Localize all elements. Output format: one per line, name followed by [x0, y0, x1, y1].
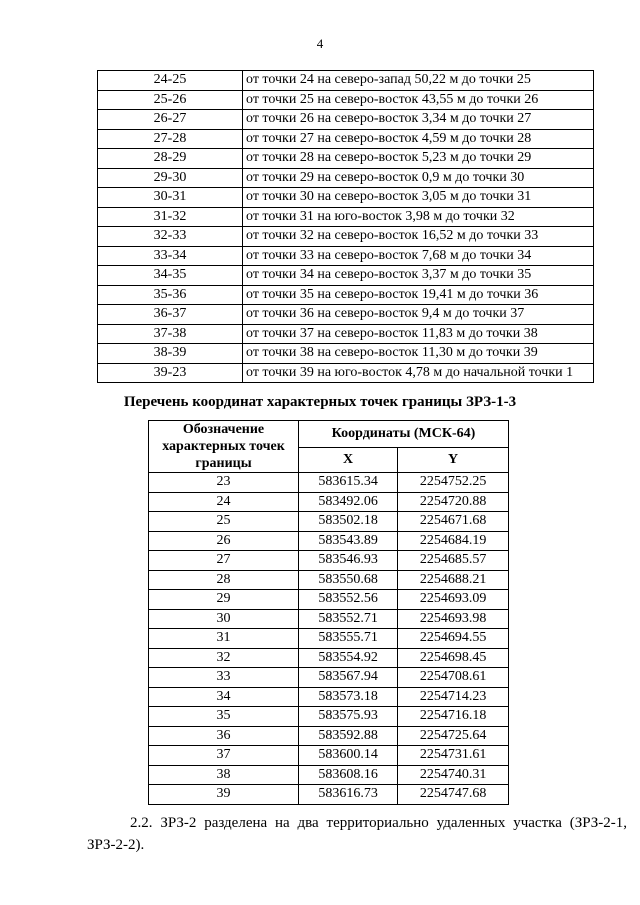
coordinate-row — [149, 492, 509, 512]
x-coordinate: 583608.16 — [299, 765, 398, 785]
segment-row — [98, 305, 594, 325]
segment-description: от точки 27 на северо-восток 4,59 м до точки 28 — [243, 129, 594, 149]
segment-id: 32-33 — [98, 227, 243, 247]
y-coordinate: 2254693.98 — [398, 609, 509, 629]
y-coordinate: 2254714.23 — [398, 687, 509, 707]
x-coordinate: 583600.14 — [299, 746, 398, 766]
segment-description: от точки 31 на юго-восток 3,98 м до точки 32 — [243, 207, 594, 227]
coordinate-row — [149, 765, 509, 785]
y-coordinate: 2254747.68 — [398, 785, 509, 805]
y-coordinate: 2254671.68 — [398, 512, 509, 532]
segment-id: 27-28 — [98, 129, 243, 149]
coordinate-row — [149, 609, 509, 629]
point-id: 27 — [149, 551, 299, 571]
segment-row — [98, 363, 594, 383]
segment-id: 31-32 — [98, 207, 243, 227]
segments-table-body — [98, 71, 594, 383]
segment-id: 37-38 — [98, 324, 243, 344]
segment-description: от точки 32 на северо-восток 16,52 м до точки 33 — [243, 227, 594, 247]
segment-description: от точки 36 на северо-восток 9,4 м до точки 37 — [243, 305, 594, 325]
segment-row — [98, 110, 594, 130]
segment-row — [98, 188, 594, 208]
x-coordinate: 583552.56 — [299, 590, 398, 610]
coordinate-row — [149, 746, 509, 766]
x-coordinate: 583555.71 — [299, 629, 398, 649]
y-column-header: Y — [398, 447, 509, 472]
segment-row — [98, 90, 594, 110]
x-coordinate: 583492.06 — [299, 492, 398, 512]
x-coordinate: 583543.89 — [299, 531, 398, 551]
point-id: 24 — [149, 492, 299, 512]
coordinate-row — [149, 726, 509, 746]
segment-row — [98, 168, 594, 188]
segment-description: от точки 35 на северо-восток 19,41 м до точки 36 — [243, 285, 594, 305]
segment-description: от точки 33 на северо-восток 7,68 м до точки 34 — [243, 246, 594, 266]
y-coordinate: 2254694.55 — [398, 629, 509, 649]
segment-description: от точки 34 на северо-восток 3,37 м до точки 35 — [243, 266, 594, 286]
segment-description: от точки 39 на юго-восток 4,78 м до начальной точки 1 — [243, 363, 594, 383]
section-paragraph: 2.2. ЗРЗ-2 разделена на два территориально удаленных участка (ЗРЗ-2-1, ЗРЗ-2-2). — [87, 815, 627, 853]
y-coordinate: 2254731.61 — [398, 746, 509, 766]
point-id: 28 — [149, 570, 299, 590]
segment-row — [98, 285, 594, 305]
y-coordinate: 2254693.09 — [398, 590, 509, 610]
segment-row — [98, 324, 594, 344]
coordinate-row — [149, 512, 509, 532]
page-number: 4 — [316, 36, 324, 51]
point-id: 30 — [149, 609, 299, 629]
segment-id: 26-27 — [98, 110, 243, 130]
y-coordinate: 2254684.19 — [398, 531, 509, 551]
point-id: 32 — [149, 648, 299, 668]
coordinate-row — [149, 648, 509, 668]
point-id: 38 — [149, 765, 299, 785]
y-coordinate: 2254716.18 — [398, 707, 509, 727]
x-coordinate: 583554.92 — [299, 648, 398, 668]
y-coordinate: 2254698.45 — [398, 648, 509, 668]
y-coordinate: 2254725.64 — [398, 726, 509, 746]
segment-description: от точки 26 на северо-восток 3,34 м до точки 27 — [243, 110, 594, 130]
point-id: 31 — [149, 629, 299, 649]
segment-row — [98, 344, 594, 364]
x-coordinate: 583567.94 — [299, 668, 398, 688]
coordinate-row — [149, 668, 509, 688]
segment-row — [98, 71, 594, 91]
point-id: 25 — [149, 512, 299, 532]
segment-id: 39-23 — [98, 363, 243, 383]
y-coordinate: 2254688.21 — [398, 570, 509, 590]
coordinate-row — [149, 687, 509, 707]
point-id: 37 — [149, 746, 299, 766]
segment-id: 28-29 — [98, 149, 243, 169]
y-coordinate: 2254708.61 — [398, 668, 509, 688]
point-id: 26 — [149, 531, 299, 551]
coordinate-row — [149, 551, 509, 571]
coordinate-row — [149, 570, 509, 590]
point-id: 34 — [149, 687, 299, 707]
segment-id: 33-34 — [98, 246, 243, 266]
point-id: 35 — [149, 707, 299, 727]
segment-description: от точки 37 на северо-восток 11,83 м до точки 38 — [243, 324, 594, 344]
segment-id: 35-36 — [98, 285, 243, 305]
coordinates-table-header — [149, 421, 509, 473]
x-coordinate: 583502.18 — [299, 512, 398, 532]
segment-row — [98, 246, 594, 266]
coordinates-table-body — [149, 473, 509, 805]
x-coordinate: 583546.93 — [299, 551, 398, 571]
point-id: 23 — [149, 473, 299, 493]
segment-description: от точки 38 на северо-восток 11,30 м до точки 39 — [243, 344, 594, 364]
segment-id: 24-25 — [98, 71, 243, 91]
point-id: 33 — [149, 668, 299, 688]
segment-description: от точки 29 на северо-восток 0,9 м до точки 30 — [243, 168, 594, 188]
y-coordinate: 2254685.57 — [398, 551, 509, 571]
x-coordinate: 583575.93 — [299, 707, 398, 727]
segment-row — [98, 266, 594, 286]
coordinate-row — [149, 473, 509, 493]
y-coordinate: 2254720.88 — [398, 492, 509, 512]
segment-description: от точки 25 на северо-восток 43,55 м до точки 26 — [243, 90, 594, 110]
x-coordinate: 583550.68 — [299, 570, 398, 590]
segment-id: 38-39 — [98, 344, 243, 364]
y-coordinate: 2254740.31 — [398, 765, 509, 785]
point-label-header: Обозначение характерных точек границы — [149, 421, 299, 473]
coordinates-table-title: Перечень координат характерных точек границы ЗРЗ-1-3 — [123, 394, 517, 410]
coordinate-row — [149, 707, 509, 727]
segment-id: 25-26 — [98, 90, 243, 110]
segment-description: от точки 30 на северо-восток 3,05 м до точки 31 — [243, 188, 594, 208]
segment-row — [98, 129, 594, 149]
point-id: 39 — [149, 785, 299, 805]
segment-row — [98, 207, 594, 227]
point-id: 29 — [149, 590, 299, 610]
x-coordinate: 583552.71 — [299, 609, 398, 629]
x-coordinate: 583615.34 — [299, 473, 398, 493]
segment-id: 30-31 — [98, 188, 243, 208]
x-column-header: X — [299, 447, 398, 472]
segment-description: от точки 24 на северо-запад 50,22 м до точки 25 — [243, 71, 594, 91]
x-coordinate: 583616.73 — [299, 785, 398, 805]
coordinate-row — [149, 590, 509, 610]
coordinate-row — [149, 531, 509, 551]
segment-id: 36-37 — [98, 305, 243, 325]
y-coordinate: 2254752.25 — [398, 473, 509, 493]
point-id: 36 — [149, 726, 299, 746]
segment-row — [98, 149, 594, 169]
x-coordinate: 583573.18 — [299, 687, 398, 707]
coordinate-row — [149, 629, 509, 649]
boundary-segments-table — [97, 70, 594, 383]
coordinate-system-header: Координаты (МСК-64) — [299, 421, 509, 448]
x-coordinate: 583592.88 — [299, 726, 398, 746]
segment-row — [98, 227, 594, 247]
segment-description: от точки 28 на северо-восток 5,23 м до точки 29 — [243, 149, 594, 169]
coordinate-row — [149, 785, 509, 805]
segment-id: 29-30 — [98, 168, 243, 188]
segment-id: 34-35 — [98, 266, 243, 286]
coordinates-table — [148, 420, 509, 805]
